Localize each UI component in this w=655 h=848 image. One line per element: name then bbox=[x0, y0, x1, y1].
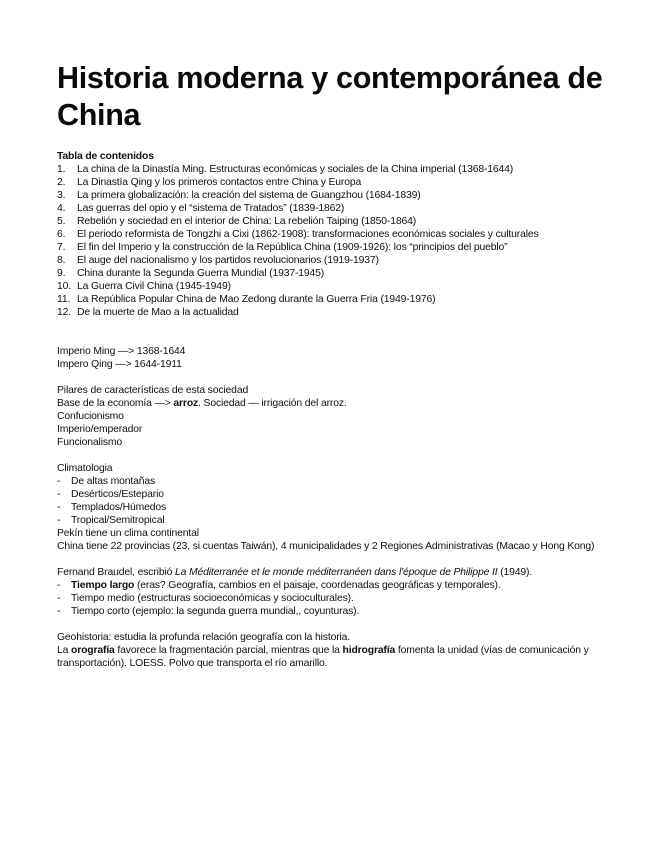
toc-text: La china de la Dinastía Ming. Estructuras económicas y sociales de la China imperial (1368-1644) bbox=[77, 164, 514, 175]
list-item-text: De altas montañas bbox=[71, 476, 156, 487]
clima-section bbox=[57, 462, 605, 553]
clima-list bbox=[57, 475, 605, 527]
economia-pre: Base de la economía —> bbox=[57, 398, 174, 409]
dash-bullet: - bbox=[57, 580, 61, 591]
geohistoria-line: Geohistoria: estudia la profunda relación geografía con la historia. bbox=[57, 632, 351, 643]
text-run: favorece la fragmentación parcial, mientras que la bbox=[114, 645, 343, 656]
toc-number: 11. bbox=[57, 294, 71, 305]
toc-number: 8. bbox=[57, 255, 66, 266]
dash-bullet: - bbox=[57, 593, 61, 604]
list-item-text: Tiempo medio (estructuras socioeconómicas y socioculturales). bbox=[71, 593, 354, 604]
list-item bbox=[57, 501, 605, 514]
imperio-qing-line: Impero Qing —> 1644-1911 bbox=[57, 359, 182, 370]
toc-text: Rebelión y sociedad en el interior de China: La rebelión Taiping (1850-1864) bbox=[77, 216, 417, 227]
toc-item bbox=[57, 189, 605, 202]
list-item bbox=[57, 514, 605, 527]
list-item bbox=[57, 592, 605, 605]
provincias-line: China tiene 22 provincias (23, si cuentas Taiwán), 4 municipalidades y 2 Regiones Administrativas (Macao y Hong Kong) bbox=[57, 541, 595, 552]
clima-heading: Climatologia bbox=[57, 463, 113, 474]
toc-item bbox=[57, 241, 605, 254]
geohistoria-section bbox=[57, 631, 605, 670]
toc-number: 6. bbox=[57, 229, 66, 240]
toc-item bbox=[57, 306, 605, 319]
list-item-text: Tropical/Semitropical bbox=[71, 515, 165, 526]
toc-number: 4. bbox=[57, 203, 66, 214]
toc-text: El periodo reformista de Tongzhi a Cixi (1862-1908): transformaciones económicas sociales y culturales bbox=[77, 229, 539, 240]
hidrografia-bold: hidrografía bbox=[342, 645, 396, 656]
dash-bullet: - bbox=[57, 476, 61, 487]
toc-text: China durante la Segunda Guerra Mundial (1937-1945) bbox=[77, 268, 325, 279]
spacer bbox=[57, 449, 605, 462]
economia-post: . Sociedad — irrigación del arroz. bbox=[198, 398, 347, 409]
toc-item bbox=[57, 280, 605, 293]
list-item bbox=[57, 475, 605, 488]
toc-number: 3. bbox=[57, 190, 66, 201]
toc-number: 5. bbox=[57, 216, 66, 227]
list-item-text: (eras? Geografía, cambios en el paisaje, coordenadas geográficas y temporales). bbox=[134, 580, 501, 591]
dash-bullet: - bbox=[57, 502, 61, 513]
toc-number: 10. bbox=[57, 281, 71, 292]
page-title: Historia moderna y contemporánea de China bbox=[57, 61, 603, 132]
toc-text: De la muerte de Mao a la actualidad bbox=[77, 307, 239, 318]
economia-line bbox=[57, 397, 605, 410]
spacer bbox=[57, 319, 605, 345]
toc-item bbox=[57, 267, 605, 280]
braudel-book-title: La Méditerranée et le monde méditerranéen dans l'époque de Philippe II bbox=[174, 567, 498, 578]
pilar-line: Confucionismo bbox=[57, 411, 124, 422]
toc-text: La Dinastía Qing y los primeros contactos entre China y Europa bbox=[77, 177, 362, 188]
toc-text: La Guerra Civil China (1945-1949) bbox=[77, 281, 231, 292]
text-run: La bbox=[57, 645, 71, 656]
pilares-heading: Pilares de características de esta sociedad bbox=[57, 385, 249, 396]
toc-number: 9. bbox=[57, 268, 66, 279]
spacer bbox=[57, 618, 605, 631]
list-item-bold: Tiempo largo bbox=[71, 580, 135, 591]
toc-number: 12. bbox=[57, 307, 71, 318]
list-item bbox=[57, 605, 605, 618]
text-run: fomenta la unidad (vías de comunicación y transportación). LOESS. Polvo que transporta el río amarillo. bbox=[57, 645, 589, 669]
toc-number: 2. bbox=[57, 177, 66, 188]
list-item-text: Desérticos/Estepario bbox=[71, 489, 164, 500]
toc-text: El auge del nacionalismo y los partidos revolucionarios (1919-1937) bbox=[77, 255, 379, 266]
dash-bullet: - bbox=[57, 606, 61, 617]
pilar-line: Imperio/emperador bbox=[57, 424, 143, 435]
list-item-text: Templados/Húmedos bbox=[71, 502, 167, 513]
orografia-bold: orografía bbox=[71, 645, 115, 656]
table-of-contents bbox=[57, 163, 605, 319]
spacer bbox=[57, 553, 605, 566]
dash-bullet: - bbox=[57, 515, 61, 526]
list-item-text: Tiempo corto (ejemplo: la segunda guerra mundial,, coyunturas). bbox=[71, 606, 360, 617]
toc-text: El fin del Imperio y la construcción de la República China (1909-1926): los “principios del pueblo” bbox=[77, 242, 508, 253]
toc-item bbox=[57, 176, 605, 189]
toc-text: La primera globalización: la creación del sistema de Guangzhou (1684-1839) bbox=[77, 190, 421, 201]
document-page bbox=[57, 60, 605, 670]
toc-item bbox=[57, 202, 605, 215]
pilares-section bbox=[57, 384, 605, 449]
list-item bbox=[57, 488, 605, 501]
toc-item bbox=[57, 254, 605, 267]
toc-item bbox=[57, 228, 605, 241]
tiempos-list bbox=[57, 579, 605, 618]
braudel-intro bbox=[57, 566, 605, 579]
dash-bullet: - bbox=[57, 489, 61, 500]
toc-heading: Tabla de contenidos bbox=[57, 151, 154, 162]
braudel-section bbox=[57, 566, 605, 618]
spacer bbox=[57, 371, 605, 384]
list-item bbox=[57, 579, 605, 592]
braudel-intro-pre: Fernand Braudel, escribió bbox=[57, 567, 175, 578]
imperio-ming-line: Imperio Ming —> 1368-1644 bbox=[57, 346, 186, 357]
economia-bold: arroz bbox=[173, 398, 199, 409]
toc-text: Las guerras del opio y el “sistema de Tratados” (1839-1862) bbox=[77, 203, 345, 214]
pilar-line: Funcionalismo bbox=[57, 437, 123, 448]
toc-number: 1. bbox=[57, 164, 66, 175]
imperios-section bbox=[57, 345, 605, 371]
toc-text: La República Popular China de Mao Zedong durante la Guerra Fria (1949-1976) bbox=[77, 294, 436, 305]
toc-number: 7. bbox=[57, 242, 66, 253]
orografia-paragraph bbox=[57, 644, 605, 670]
braudel-intro-post: (1949). bbox=[497, 567, 533, 578]
pekin-line: Pekín tiene un clima continental bbox=[57, 528, 199, 539]
toc-item bbox=[57, 215, 605, 228]
toc-item bbox=[57, 293, 605, 306]
toc-item bbox=[57, 163, 605, 176]
